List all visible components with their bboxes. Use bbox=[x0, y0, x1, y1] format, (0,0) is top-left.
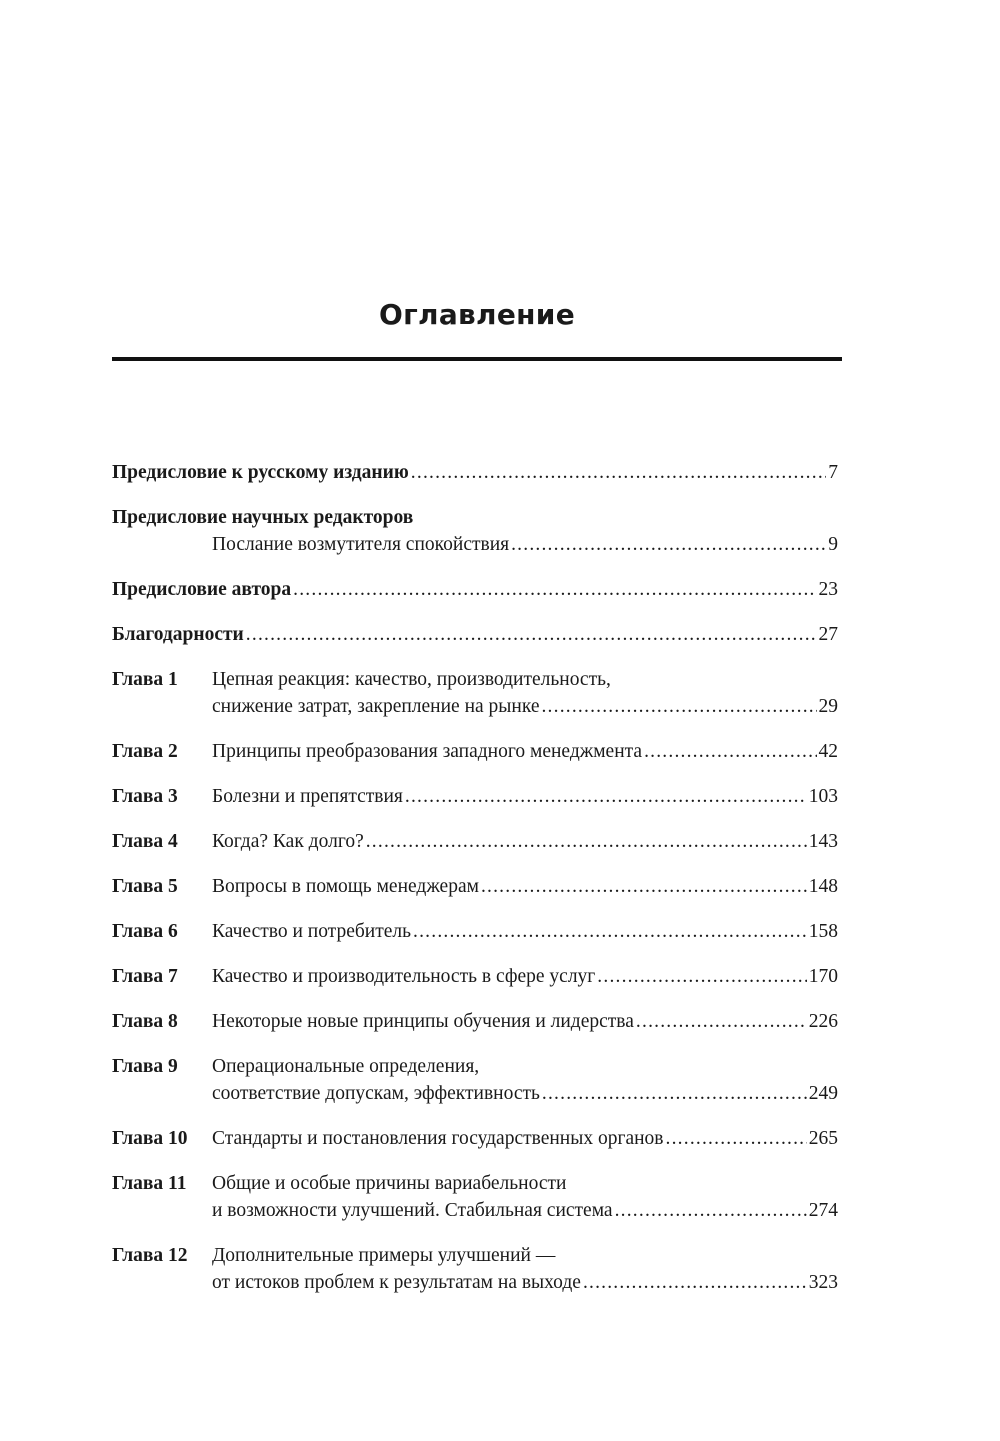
toc-entry[interactable] bbox=[112, 666, 838, 720]
toc-entry-title: Послание возмутителя спокойствия bbox=[212, 534, 510, 555]
toc-entry[interactable] bbox=[112, 783, 838, 810]
toc-line bbox=[112, 1008, 838, 1035]
page-number: 23 bbox=[818, 579, 838, 600]
toc-entry-title: Цепная реакция: качество, производительность, bbox=[212, 669, 611, 690]
toc-entry[interactable] bbox=[112, 459, 838, 486]
dot-leader bbox=[666, 1125, 807, 1152]
toc-entry-title: Операциональные определения, bbox=[212, 1056, 480, 1077]
toc-line bbox=[112, 459, 838, 486]
page-number: 226 bbox=[808, 1011, 838, 1032]
toc-line bbox=[112, 621, 838, 648]
page-number: 158 bbox=[808, 921, 838, 942]
toc-entry[interactable] bbox=[112, 738, 838, 765]
toc-line bbox=[112, 666, 838, 693]
toc-entry[interactable] bbox=[112, 963, 838, 990]
toc-entry-title: Стандарты и постановления государственных органов bbox=[212, 1128, 664, 1149]
toc-entry[interactable] bbox=[112, 1053, 838, 1107]
page-number: 265 bbox=[808, 1128, 838, 1149]
chapter-label: Глава 7 bbox=[112, 966, 178, 987]
dot-leader bbox=[511, 531, 826, 558]
dot-leader bbox=[413, 918, 807, 945]
toc-entry-title: снижение затрат, закрепление на рынке bbox=[212, 696, 540, 717]
chapter-label: Глава 3 bbox=[112, 786, 178, 807]
page-number: 42 bbox=[818, 741, 838, 762]
dot-leader bbox=[293, 576, 816, 603]
toc-heading: Предисловие научных редакторов bbox=[112, 507, 414, 528]
toc-entry-title: соответствие допускам, эффективность bbox=[212, 1083, 540, 1104]
toc-entry[interactable] bbox=[112, 1125, 838, 1152]
toc-line bbox=[112, 1242, 838, 1269]
dot-leader bbox=[644, 738, 816, 765]
toc-entry-title: Качество и потребитель bbox=[212, 921, 412, 942]
toc-entry[interactable] bbox=[112, 1008, 838, 1035]
chapter-label: Глава 10 bbox=[112, 1128, 188, 1149]
page-number: 103 bbox=[808, 786, 838, 807]
dot-leader bbox=[246, 621, 817, 648]
toc-entry-title: Вопросы в помощь менеджерам bbox=[212, 876, 479, 897]
page-number: 249 bbox=[808, 1083, 838, 1104]
chapter-label: Глава 2 bbox=[112, 741, 178, 762]
toc-line bbox=[112, 1125, 838, 1152]
toc-line bbox=[112, 828, 838, 855]
title-rule bbox=[112, 357, 842, 361]
chapter-label: Глава 11 bbox=[112, 1173, 187, 1194]
chapter-label: Глава 12 bbox=[112, 1245, 188, 1266]
toc-line bbox=[112, 576, 838, 603]
toc-heading-line bbox=[112, 504, 838, 531]
chapter-label: Глава 6 bbox=[112, 921, 178, 942]
toc-entry-title: Когда? Как долго? bbox=[212, 831, 364, 852]
dot-leader bbox=[541, 693, 816, 720]
toc-line bbox=[112, 918, 838, 945]
toc-line bbox=[112, 531, 838, 558]
toc-line bbox=[112, 1170, 838, 1197]
dot-leader bbox=[411, 459, 826, 486]
dot-leader bbox=[583, 1269, 807, 1296]
toc-entry-title: Благодарности bbox=[112, 624, 244, 645]
toc-entry[interactable] bbox=[112, 1170, 838, 1224]
chapter-label: Глава 4 bbox=[112, 831, 178, 852]
toc-line bbox=[112, 738, 838, 765]
dot-leader bbox=[636, 1008, 807, 1035]
toc-line bbox=[112, 963, 838, 990]
toc-entry[interactable] bbox=[112, 918, 838, 945]
toc-entry[interactable] bbox=[112, 828, 838, 855]
toc-entry[interactable] bbox=[112, 504, 838, 558]
toc-entry-title: Предисловие к русскому изданию bbox=[112, 462, 409, 483]
chapter-label: Глава 9 bbox=[112, 1056, 178, 1077]
page-number: 7 bbox=[828, 462, 838, 483]
page-number: 27 bbox=[818, 624, 838, 645]
dot-leader bbox=[542, 1080, 807, 1107]
dot-leader bbox=[597, 963, 806, 990]
toc-entry-title: Общие и особые причины вариабельности bbox=[212, 1173, 567, 1194]
toc-line bbox=[112, 1197, 838, 1224]
page-number: 148 bbox=[808, 876, 838, 897]
toc-line bbox=[112, 693, 838, 720]
toc-entry[interactable] bbox=[112, 576, 838, 603]
toc-line bbox=[112, 783, 838, 810]
chapter-label: Глава 1 bbox=[112, 669, 178, 690]
dot-leader bbox=[615, 1197, 807, 1224]
page-title: Оглавление bbox=[378, 298, 575, 331]
page-number: 170 bbox=[808, 966, 838, 987]
toc-line bbox=[112, 873, 838, 900]
page-number: 29 bbox=[818, 696, 838, 717]
toc-entry[interactable] bbox=[112, 873, 838, 900]
toc-entry-title: от истоков проблем к результатам на выходе bbox=[212, 1272, 581, 1293]
toc-entry-title: Некоторые новые принципы обучения и лидерства bbox=[212, 1011, 634, 1032]
toc-line bbox=[112, 1080, 838, 1107]
dot-leader bbox=[405, 783, 807, 810]
toc-entry-title: Дополнительные примеры улучшений — bbox=[212, 1245, 556, 1266]
toc-entry-title: Качество и производительность в сфере услуг bbox=[212, 966, 596, 987]
toc-line bbox=[112, 1269, 838, 1296]
dot-leader bbox=[481, 873, 807, 900]
chapter-label: Глава 5 bbox=[112, 876, 178, 897]
chapter-label: Глава 8 bbox=[112, 1011, 178, 1032]
toc-entry[interactable] bbox=[112, 621, 838, 648]
page-number: 143 bbox=[808, 831, 838, 852]
page-number: 323 bbox=[808, 1272, 838, 1293]
toc-entry[interactable] bbox=[112, 1242, 838, 1296]
toc-entry-title: Предисловие автора bbox=[112, 579, 292, 600]
toc-entry-title: Болезни и препятствия bbox=[212, 786, 403, 807]
page-number: 9 bbox=[828, 534, 838, 555]
toc-line bbox=[112, 1053, 838, 1080]
table-of-contents bbox=[112, 459, 838, 1314]
toc-entry-title: и возможности улучшений. Стабильная система bbox=[212, 1200, 613, 1221]
toc-entry-title: Принципы преобразования западного менеджмента bbox=[212, 741, 643, 762]
page-number: 274 bbox=[808, 1200, 838, 1221]
dot-leader bbox=[366, 828, 807, 855]
